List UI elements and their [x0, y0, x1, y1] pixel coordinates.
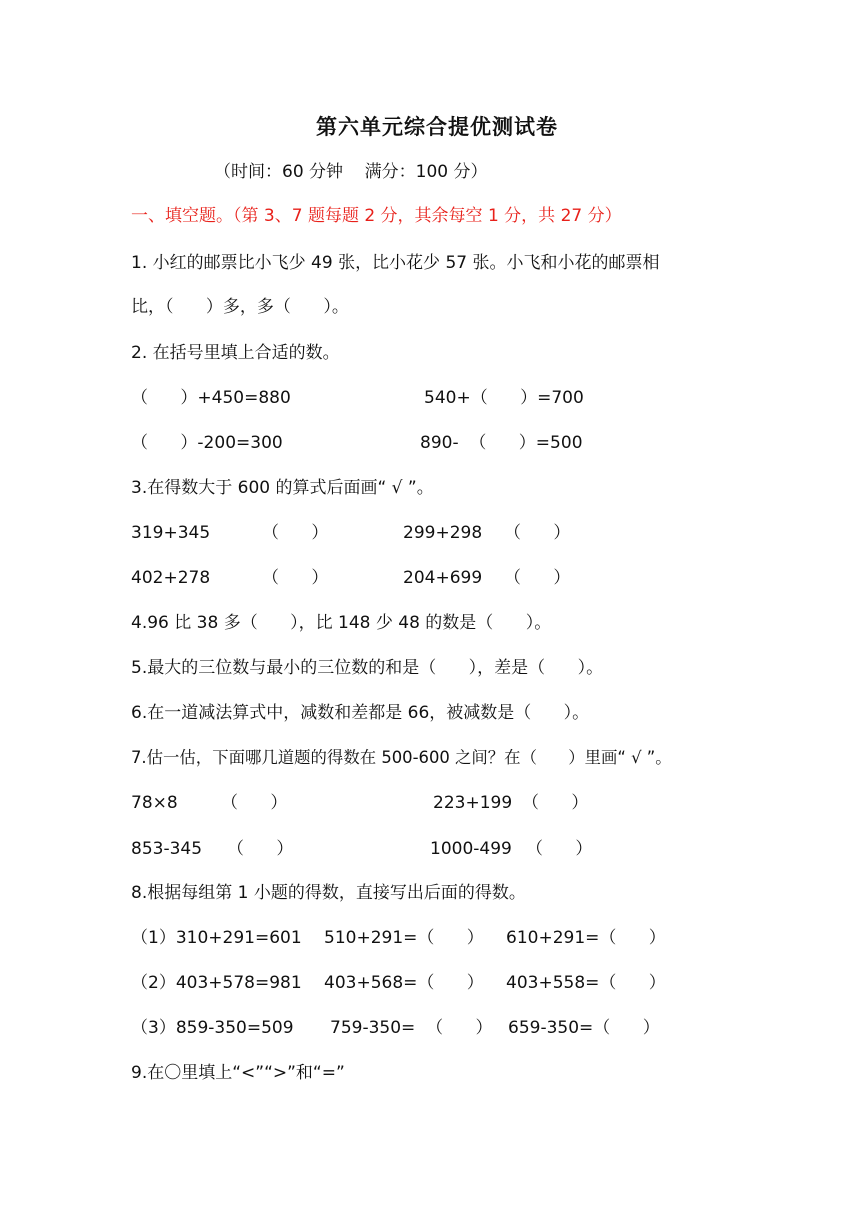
q7-expression: 853-345 [131, 839, 203, 859]
page-subtitle: （时间：60 分钟 满分：100 分） [214, 162, 488, 182]
q8-item: （3）859-350=509 [131, 1018, 294, 1038]
question-7: 7.估一估，下面哪几道题的得数在 500-600 之间？在（ ）里画“ √ ”。 [131, 748, 672, 767]
q8-item: （1）310+291=601 [131, 928, 302, 948]
q2-item: （ ）-200=300 [131, 433, 283, 453]
q7-expression: 223+199 [433, 793, 513, 813]
q3-expression: 402+278 [131, 568, 211, 588]
question-1-line-2: 比，（ ）多，多（ ）。 [131, 297, 349, 317]
question-5: 5.最大的三位数与最小的三位数的和是（ ），差是（ ）。 [131, 658, 604, 678]
q8-item: 759-350= （ ） [330, 1018, 493, 1038]
q7-expression: 78×8 [131, 793, 178, 813]
q3-expression: 299+298 [403, 523, 483, 543]
q8-item: （2）403+578=981 [131, 973, 302, 993]
q8-item: 659-350=（ ） [508, 1018, 660, 1038]
question-2: 2. 在括号里填上合适的数。 [131, 343, 340, 363]
question-3: 3.在得数大于 600 的算式后面画“ √ ”。 [131, 478, 434, 498]
q3-expression: 319+345 [131, 523, 211, 543]
question-1-line-1: 1. 小红的邮票比小飞少 49 张，比小花少 57 张。小飞和小花的邮票相 [131, 253, 660, 273]
q7-expression: 1000-499 [430, 839, 512, 859]
q8-item: 510+291=（ ） [324, 928, 484, 948]
question-6: 6.在一道减法算式中，减数和差都是 66，被减数是（ ）。 [131, 703, 590, 723]
q3-answer-blank: （ ） [504, 523, 571, 543]
q3-answer-blank: （ ） [262, 568, 329, 588]
q2-item: 890- （ ）=500 [420, 433, 583, 453]
q7-answer-blank: （ ） [227, 839, 294, 859]
q2-item: （ ）+450=880 [131, 388, 291, 408]
q7-answer-blank: （ ） [526, 839, 593, 859]
question-8: 8.根据每组第 1 小题的得数，直接写出后面的得数。 [131, 883, 526, 903]
q3-answer-blank: （ ） [262, 523, 329, 543]
q7-answer-blank: （ ） [522, 793, 589, 813]
q2-item: 540+（ ）=700 [424, 388, 584, 408]
q8-item: 610+291=（ ） [506, 928, 666, 948]
section-heading: 一、填空题。（第 3、7 题每题 2 分，其余每空 1 分，共 27 分） [131, 206, 622, 226]
q8-item: 403+568=（ ） [324, 973, 484, 993]
page-title: 第六单元综合提优测试卷 [316, 115, 558, 139]
q3-expression: 204+699 [403, 568, 483, 588]
question-9: 9.在〇里填上“<”“>”和“=” [131, 1063, 345, 1083]
q7-answer-blank: （ ） [221, 793, 288, 813]
question-4: 4.96 比 38 多（ ），比 148 少 48 的数是（ ）。 [131, 613, 552, 633]
q3-answer-blank: （ ） [504, 568, 571, 588]
q8-item: 403+558=（ ） [506, 973, 666, 993]
